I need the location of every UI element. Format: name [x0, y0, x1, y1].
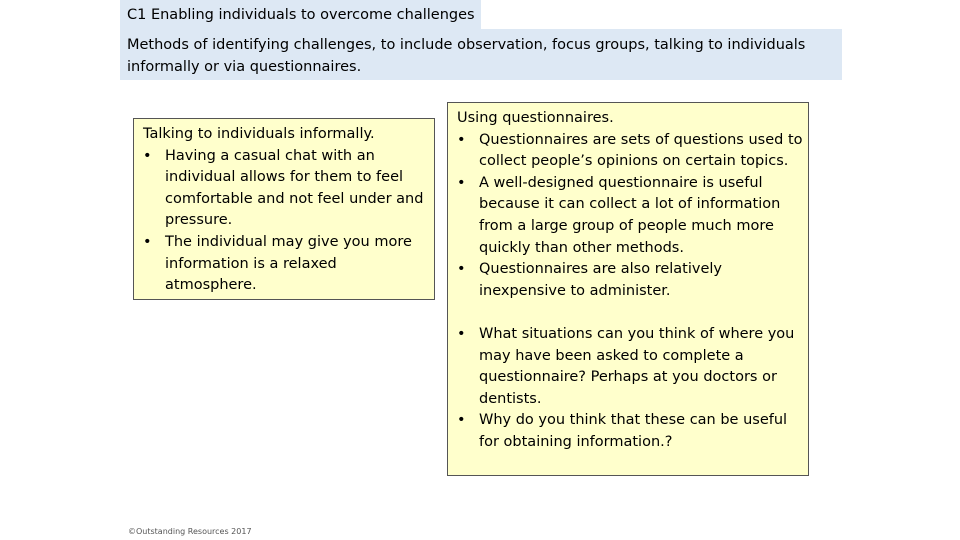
questionnaire-list — [457, 130, 804, 303]
spacer — [457, 302, 804, 324]
copyright-footer — [128, 527, 252, 537]
discussion-questions-list — [457, 324, 804, 454]
list-item — [457, 173, 804, 259]
list-item — [457, 259, 804, 302]
list-item-text: A well-designed questionnaire is useful because it can collect a lot of information from a large group of people much more quickly than other methods. — [479, 174, 781, 256]
list-item-text: Questionnaires are sets of questions used to collect people’s opinions on certain topics. — [479, 131, 803, 170]
copyright-text: ©Outstanding Resources 2017 — [128, 527, 252, 536]
informal-talk-note — [133, 118, 435, 300]
bullet-icon: • — [457, 412, 466, 429]
list-item — [457, 410, 804, 453]
bullet-icon: • — [457, 325, 466, 342]
list-item-text: Questionnaires are also relatively inexpensive to administer. — [479, 261, 722, 299]
intro-text: Methods of identifying challenges, to include observation, focus groups, talking to individuals informally or via questionnaires. — [127, 37, 806, 75]
list-item — [143, 146, 428, 232]
bullet-icon: • — [143, 233, 152, 250]
bullet-icon: • — [457, 174, 466, 191]
list-item — [143, 232, 428, 297]
informal-talk-list — [143, 146, 428, 297]
questionnaire-heading: Using questionnaires. — [457, 110, 614, 126]
slide-title-tab — [120, 0, 481, 29]
bullet-icon: • — [457, 131, 466, 148]
question-text: Why do you think that these can be useful for obtaining information.? — [479, 412, 788, 450]
list-item — [457, 324, 804, 410]
questionnaire-note — [447, 102, 809, 476]
bullet-icon: • — [143, 147, 152, 164]
list-item-text: Having a casual chat with an individual allows for them to feel comfortable and not feel under and pressure. — [165, 147, 424, 229]
bullet-icon: • — [457, 261, 466, 278]
informal-talk-heading: Talking to individuals informally. — [143, 126, 375, 142]
list-item — [457, 130, 804, 173]
question-text: What situations can you think of where you may have been asked to complete a questionnaire? Perhaps at you doctors or dentists. — [479, 325, 795, 407]
list-item-text: The individual may give you more information is a relaxed atmosphere. — [165, 233, 412, 294]
slide-title: C1 Enabling individuals to overcome challenges — [127, 7, 475, 23]
intro-banner — [120, 29, 842, 80]
